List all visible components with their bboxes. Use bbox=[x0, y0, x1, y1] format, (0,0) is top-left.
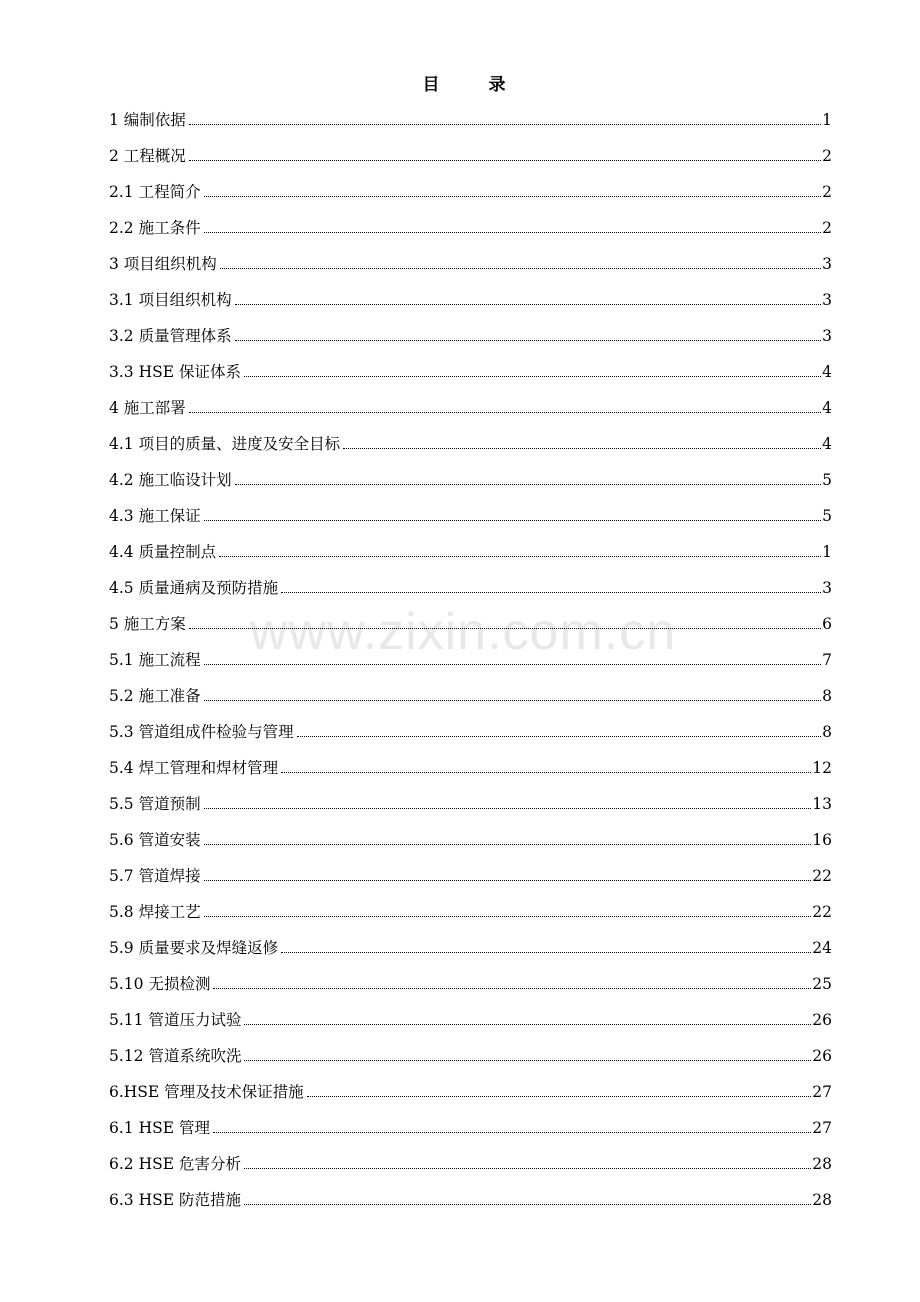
toc-dot-leader bbox=[204, 807, 812, 809]
toc-entry[interactable] bbox=[109, 1033, 832, 1069]
toc-page-number: 4 bbox=[822, 363, 832, 381]
toc-entry[interactable] bbox=[109, 925, 832, 961]
toc-page-number: 4 bbox=[822, 435, 832, 453]
toc-page-number: 26 bbox=[812, 1047, 832, 1065]
toc-entry[interactable] bbox=[109, 205, 832, 241]
toc-dot-leader bbox=[204, 231, 822, 233]
table-of-contents bbox=[109, 97, 832, 1213]
toc-entry[interactable] bbox=[109, 457, 832, 493]
toc-entry-label: 5.1 施工流程 bbox=[109, 651, 201, 669]
toc-entry-label: 5.7 管道焊接 bbox=[109, 867, 201, 885]
toc-entry[interactable] bbox=[109, 169, 832, 205]
toc-entry[interactable] bbox=[109, 385, 832, 421]
page-title: 目 录 bbox=[422, 75, 522, 95]
toc-dot-leader bbox=[204, 195, 822, 197]
toc-dot-leader bbox=[189, 411, 821, 413]
toc-entry[interactable] bbox=[109, 997, 832, 1033]
toc-dot-leader bbox=[204, 519, 822, 521]
toc-page-number: 5 bbox=[822, 471, 832, 489]
toc-dot-leader bbox=[244, 375, 821, 377]
toc-page-number: 5 bbox=[822, 507, 832, 525]
toc-entry-label: 5.4 焊工管理和焊材管理 bbox=[109, 759, 279, 777]
toc-page-number: 28 bbox=[812, 1191, 832, 1209]
toc-page-number: 1 bbox=[822, 111, 832, 129]
toc-entry-label: 5 施工方案 bbox=[109, 615, 186, 633]
toc-dot-leader bbox=[204, 915, 812, 917]
toc-entry-label: 6.1 HSE 管理 bbox=[109, 1119, 210, 1137]
toc-page-number: 2 bbox=[822, 219, 832, 237]
toc-dot-leader bbox=[235, 483, 822, 485]
toc-entry[interactable] bbox=[109, 277, 832, 313]
toc-dot-leader bbox=[244, 1023, 811, 1025]
toc-dot-leader bbox=[244, 1167, 811, 1169]
toc-page-number: 3 bbox=[822, 327, 832, 345]
toc-entry-label: 2 工程概况 bbox=[109, 147, 186, 165]
toc-entry[interactable] bbox=[109, 241, 832, 277]
toc-page-number: 8 bbox=[822, 723, 832, 741]
toc-page-number: 12 bbox=[812, 759, 832, 777]
toc-entry[interactable] bbox=[109, 673, 832, 709]
toc-entry[interactable] bbox=[109, 1141, 832, 1177]
toc-page-number: 2 bbox=[822, 183, 832, 201]
toc-dot-leader bbox=[235, 303, 822, 305]
toc-entry-label: 3.1 项目组织机构 bbox=[109, 291, 232, 309]
toc-page-number: 3 bbox=[822, 255, 832, 273]
toc-dot-leader bbox=[244, 1059, 811, 1061]
toc-dot-leader bbox=[307, 1095, 812, 1097]
toc-dot-leader bbox=[281, 951, 811, 953]
toc-entry[interactable] bbox=[109, 601, 832, 637]
toc-entry-label: 5.5 管道预制 bbox=[109, 795, 201, 813]
toc-page-number: 26 bbox=[812, 1011, 832, 1029]
toc-page-number: 27 bbox=[812, 1083, 832, 1101]
toc-page-number: 27 bbox=[812, 1119, 832, 1137]
toc-page-number: 8 bbox=[822, 687, 832, 705]
toc-page-number: 6 bbox=[822, 615, 832, 633]
toc-entry-label: 4.2 施工临设计划 bbox=[109, 471, 232, 489]
toc-page-number: 2 bbox=[822, 147, 832, 165]
toc-entry-label: 3 项目组织机构 bbox=[109, 255, 217, 273]
toc-entry-label: 4.3 施工保证 bbox=[109, 507, 201, 525]
toc-entry[interactable] bbox=[109, 421, 832, 457]
toc-entry-label: 2.1 工程简介 bbox=[109, 183, 201, 201]
toc-dot-leader bbox=[189, 627, 821, 629]
toc-dot-leader bbox=[213, 1131, 811, 1133]
toc-page-number: 3 bbox=[822, 579, 832, 597]
toc-entry[interactable] bbox=[109, 961, 832, 997]
toc-entry[interactable] bbox=[109, 1177, 832, 1213]
toc-dot-leader bbox=[244, 1203, 811, 1205]
toc-dot-leader bbox=[297, 735, 822, 737]
toc-page-number: 22 bbox=[812, 867, 832, 885]
toc-dot-leader bbox=[204, 879, 812, 881]
toc-dot-leader bbox=[204, 699, 822, 701]
toc-entry[interactable] bbox=[109, 529, 832, 565]
toc-dot-leader bbox=[220, 267, 821, 269]
toc-dot-leader bbox=[189, 159, 821, 161]
toc-dot-leader bbox=[235, 339, 822, 341]
toc-dot-leader bbox=[204, 843, 812, 845]
toc-entry-label: 3.3 HSE 保证体系 bbox=[109, 363, 241, 381]
toc-entry-label: 6.HSE 管理及技术保证措施 bbox=[109, 1083, 304, 1101]
toc-dot-leader bbox=[219, 555, 821, 557]
toc-page-number: 25 bbox=[812, 975, 832, 993]
toc-page-number: 16 bbox=[812, 831, 832, 849]
toc-entry[interactable] bbox=[109, 637, 832, 673]
toc-entry-label: 5.6 管道安装 bbox=[109, 831, 201, 849]
toc-page-number: 22 bbox=[812, 903, 832, 921]
toc-page-number: 24 bbox=[812, 939, 832, 957]
toc-entry[interactable] bbox=[109, 853, 832, 889]
toc-entry[interactable] bbox=[109, 349, 832, 385]
toc-dot-leader bbox=[204, 663, 822, 665]
toc-dot-leader bbox=[281, 771, 811, 773]
toc-dot-leader bbox=[213, 987, 811, 989]
toc-entry[interactable] bbox=[109, 781, 832, 817]
toc-entry-label: 1 编制依据 bbox=[109, 111, 186, 129]
toc-entry-label: 5.10 无损检测 bbox=[109, 975, 211, 993]
toc-page-number: 1 bbox=[822, 543, 832, 561]
toc-entry-label: 5.2 施工准备 bbox=[109, 687, 201, 705]
toc-entry-label: 4.5 质量通病及预防措施 bbox=[109, 579, 279, 597]
toc-entry-label: 6.3 HSE 防范措施 bbox=[109, 1191, 241, 1209]
toc-entry-label: 4.4 质量控制点 bbox=[109, 543, 217, 561]
toc-entry[interactable] bbox=[109, 313, 832, 349]
watermark: www.zixin.com.cn bbox=[249, 603, 677, 661]
toc-dot-leader bbox=[281, 591, 821, 593]
toc-entry-label: 3.2 质量管理体系 bbox=[109, 327, 232, 345]
toc-page-number: 4 bbox=[822, 399, 832, 417]
toc-entry[interactable] bbox=[109, 493, 832, 529]
toc-entry-label: 5.9 质量要求及焊缝返修 bbox=[109, 939, 279, 957]
toc-entry[interactable] bbox=[109, 1069, 832, 1105]
toc-page-number: 7 bbox=[822, 651, 832, 669]
toc-page-number: 28 bbox=[812, 1155, 832, 1173]
toc-entry[interactable] bbox=[109, 97, 832, 133]
toc-page-number: 13 bbox=[812, 795, 832, 813]
toc-page-number: 3 bbox=[822, 291, 832, 309]
toc-entry[interactable] bbox=[109, 817, 832, 853]
toc-entry-label: 5.3 管道组成件检验与管理 bbox=[109, 723, 294, 741]
toc-entry-label: 5.8 焊接工艺 bbox=[109, 903, 201, 921]
toc-entry-label: 5.11 管道压力试验 bbox=[109, 1011, 242, 1029]
toc-entry-label: 6.2 HSE 危害分析 bbox=[109, 1155, 241, 1173]
toc-entry-label: 4.1 项目的质量、进度及安全目标 bbox=[109, 435, 341, 453]
toc-entry[interactable] bbox=[109, 889, 832, 925]
toc-entry[interactable] bbox=[109, 133, 832, 169]
toc-entry[interactable] bbox=[109, 709, 832, 745]
toc-dot-leader bbox=[343, 447, 821, 449]
toc-entry-label: 2.2 施工条件 bbox=[109, 219, 201, 237]
toc-entry[interactable] bbox=[109, 565, 832, 601]
toc-entry[interactable] bbox=[109, 745, 832, 781]
toc-entry-label: 4 施工部署 bbox=[109, 399, 186, 417]
toc-entry-label: 5.12 管道系统吹洗 bbox=[109, 1047, 242, 1065]
toc-dot-leader bbox=[189, 123, 821, 125]
toc-entry[interactable] bbox=[109, 1105, 832, 1141]
